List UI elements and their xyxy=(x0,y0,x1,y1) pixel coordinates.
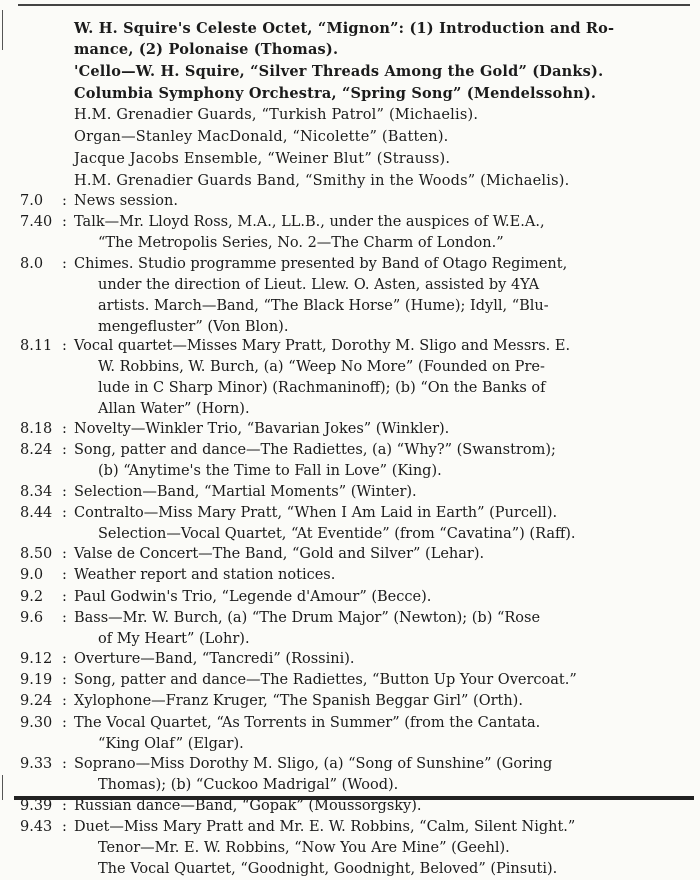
entry-text: Duet—Miss Mary Pratt and Mr. E. W. Robbins, “Calm, Silent Night.” xyxy=(74,818,576,835)
entry-text: Chimes. Studio programme presented by Band of Otago Regiment, xyxy=(74,255,568,272)
header-item: Columbia Symphony Orchestra, “Spring Song” (Mendelssohn). xyxy=(74,85,597,102)
entry-text: Novelty—Winkler Trio, “Bavarian Jokes” (Winkler). xyxy=(74,420,450,437)
entry-time: 8.11 xyxy=(20,338,53,355)
programme-entry xyxy=(20,212,680,254)
entry-text: Weather report and station notices. xyxy=(74,567,336,584)
entry-separator: : xyxy=(62,588,67,605)
entry-text-continued: artists. March—Band, “The Black Horse” (Hume); Idyll, “Blu- xyxy=(98,297,549,314)
entry-separator: : xyxy=(62,255,67,272)
header-item: Jacque Jacobs Ensemble, “Weiner Blut” (Strauss). xyxy=(74,151,451,167)
entry-separator: : xyxy=(62,338,67,355)
entry-text-continued: Selection—Vocal Quartet, “At Eventide” (from “Cavatina”) (Raff). xyxy=(98,525,576,542)
entry-text-continued: “The Metropolis Series, No. 2—The Charm of London.” xyxy=(98,235,504,252)
entry-separator: : xyxy=(62,756,67,773)
entry-time: 9.30 xyxy=(20,714,53,731)
entry-text-continued: The Vocal Quartet, “Goodnight, Goodnight, Beloved” (Pinsuti). xyxy=(98,860,558,877)
entry-time: 9.19 xyxy=(20,672,53,689)
entry-time: 9.6 xyxy=(20,609,44,626)
entry-text: Russian dance—Band, “Gopak” (Moussorgsky). xyxy=(74,797,422,814)
entry-separator: : xyxy=(62,483,67,500)
entry-time: 9.39 xyxy=(20,797,53,814)
header-item: W. H. Squire's Celeste Octet, “Mignon”: (1) Introduction and Ro- mance, (2) Polonaise (Thomas). xyxy=(74,20,615,58)
entry-time: 8.0 xyxy=(20,255,44,272)
programme-entry xyxy=(20,754,680,796)
programme-entry xyxy=(20,587,680,608)
entry-text-continued: Tenor—Mr. E. W. Robbins, “Now You Are Mine” (Geehl). xyxy=(98,839,510,856)
programme-entry xyxy=(20,419,680,440)
entry-separator: : xyxy=(62,214,67,231)
entry-text: Talk—Mr. Lloyd Ross, M.A., LL.B., under the auspices of W.E.A., xyxy=(74,214,545,231)
entry-time: 8.44 xyxy=(20,504,53,521)
programme-entry xyxy=(20,254,680,338)
entry-text-continued: of My Heart” (Lohr). xyxy=(98,630,250,647)
entry-separator: : xyxy=(62,567,67,584)
entry-text: Vocal quartet—Misses Mary Pratt, Dorothy M. Sligo and Messrs. E. xyxy=(74,338,571,355)
entry-text-continued: Allan Water” (Horn). xyxy=(98,401,250,418)
header-item: Organ—Stanley MacDonald, “Nicolette” (Batten). xyxy=(74,129,449,145)
entry-separator: : xyxy=(62,504,67,521)
entry-text: Bass—Mr. W. Burch, (a) “The Drum Major” (Newton); (b) “Rose xyxy=(74,609,541,626)
programme-entry xyxy=(20,336,680,420)
entry-separator: : xyxy=(62,797,67,814)
entry-separator: : xyxy=(62,651,67,668)
entry-time: 9.0 xyxy=(20,567,44,584)
entry-separator: : xyxy=(62,442,67,458)
entry-text-continued: Thomas); (b) “Cuckoo Madrigal” (Wood). xyxy=(98,777,399,794)
entry-text-continued: W. Robbins, W. Burch, (a) “Weep No More” (Founded on Pre- xyxy=(98,359,545,376)
entry-text-continued: under the direction of Lieut. Llew. O. Asten, assisted by 4YA xyxy=(98,276,540,293)
entry-text: Xylophone—Franz Kruger, “The Spanish Beggar Girl” (Orth). xyxy=(74,693,523,710)
entry-time: 9.43 xyxy=(20,818,53,835)
entry-text: Overture—Band, “Tancredi” (Rossini). xyxy=(74,651,355,668)
entry-separator: : xyxy=(62,420,67,437)
entry-text-continued: “King Olaf” (Elgar). xyxy=(98,735,244,752)
entry-text: Selection—Band, “Martial Moments” (Winter). xyxy=(74,483,417,500)
entry-text: The Vocal Quartet, “As Torrents in Summer” (from the Cantata. xyxy=(74,714,541,731)
programme-entry xyxy=(20,191,680,212)
entry-text-continued: mengefluster” (Von Blon). xyxy=(98,318,289,335)
programme-entry xyxy=(20,544,680,565)
programme-entry xyxy=(20,670,680,691)
bottom-rule xyxy=(14,796,694,800)
programme-entry xyxy=(20,482,680,503)
header-item: H.M. Grenadier Guards Band, “Smithy in the Woods” (Michaelis). xyxy=(74,173,570,189)
entry-text-continued: (b) “Anytime's the Time to Fall in Love” (King). xyxy=(98,463,442,479)
entry-time: 8.18 xyxy=(20,420,53,437)
programme-entry xyxy=(20,713,680,755)
entry-text: Soprano—Miss Dorothy M. Sligo, (a) “Song of Sunshine” (Goring xyxy=(74,756,553,773)
entry-time: 9.33 xyxy=(20,756,53,773)
entry-separator: : xyxy=(62,609,67,626)
entry-separator: : xyxy=(62,672,67,689)
entry-time: 7.0 xyxy=(20,193,44,209)
entry-text: Paul Godwin's Trio, “Legende d'Amour” (Becce). xyxy=(74,588,432,605)
programme-entry xyxy=(20,608,680,650)
entry-text: Contralto—Miss Mary Pratt, “When I Am Laid in Earth” (Purcell). xyxy=(74,504,558,521)
entry-separator: : xyxy=(62,714,67,731)
entry-time: 8.24 xyxy=(20,442,53,458)
programme-entry xyxy=(20,649,680,670)
entry-text: Song, patter and dance—The Radiettes, “Button Up Your Overcoat.” xyxy=(74,672,577,689)
programme-entry xyxy=(20,817,680,880)
programme-entry xyxy=(20,503,680,545)
programme-entry xyxy=(20,565,680,586)
programme-entry xyxy=(20,440,680,482)
entry-separator: : xyxy=(62,818,67,835)
entry-separator: : xyxy=(62,546,67,563)
top-rule xyxy=(18,4,690,6)
entry-separator: : xyxy=(62,693,67,710)
margin-mark xyxy=(2,10,3,50)
entry-time: 8.50 xyxy=(20,546,53,563)
programme-entry xyxy=(20,691,680,712)
entry-separator: : xyxy=(62,193,67,209)
entry-time: 9.12 xyxy=(20,651,53,668)
header-item: 'Cello—W. H. Squire, “Silver Threads Among the Gold” (Danks). xyxy=(74,63,604,80)
entry-time: 9.24 xyxy=(20,693,53,710)
margin-mark xyxy=(2,775,3,800)
entry-text: Song, patter and dance—The Radiettes, (a) “Why?” (Swanstrom); xyxy=(74,442,556,458)
entry-text: Valse de Concert—The Band, “Gold and Silver” (Lehar). xyxy=(74,546,485,563)
entry-time: 7.40 xyxy=(20,214,53,231)
entry-time: 9.2 xyxy=(20,588,44,605)
entry-time: 8.34 xyxy=(20,483,53,500)
header-item: H.M. Grenadier Guards, “Turkish Patrol” (Michaelis). xyxy=(74,107,479,123)
entry-text: News session. xyxy=(74,193,178,209)
entry-text-continued: lude in C Sharp Minor) (Rachmaninoff); (b) “On the Banks of xyxy=(98,380,546,397)
